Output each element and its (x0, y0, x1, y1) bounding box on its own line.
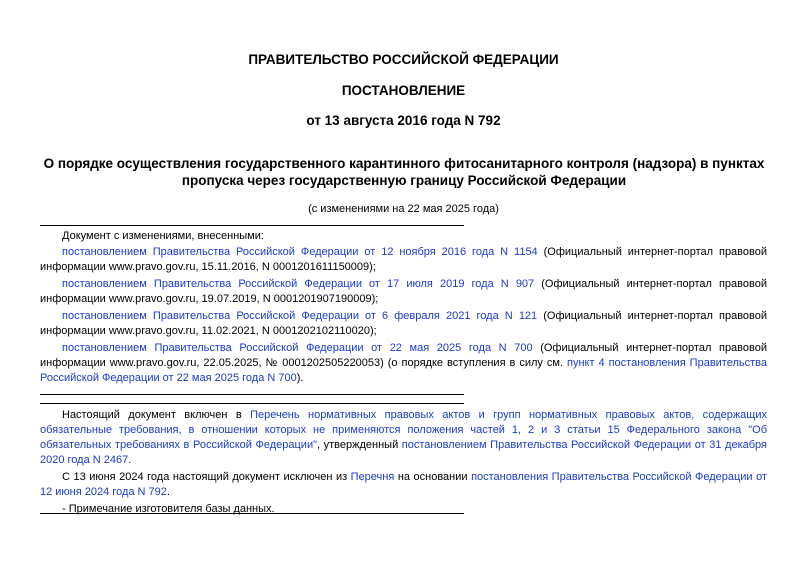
government-heading: ПРАВИТЕЛЬСТВО РОССИЙСКОЙ ФЕДЕРАЦИИ (248, 52, 559, 67)
changes-block (40, 229, 767, 388)
change-item: постановлением Правительства Российской Федерации от 6 февраля 2021 года N 121 (Официальный интернет-портал правовой информации www.pravo.gov.ru, 11.02.2021, N 0001202102110020); (40, 310, 768, 337)
list-short-link[interactable]: Перечня (350, 471, 395, 483)
doc-type-heading: ПОСТАНОВЛЕНИЕ (341, 83, 466, 98)
exclusion-note: С 13 июня 2024 года настоящий документ исключен из Перечня на основании постановления Правительства Российской Федерации от 12 июня 2024 года N 792. (40, 471, 768, 498)
change-item: постановлением Правительства Российской Федерации от 12 ноября 2016 года N 1154 (Официальный интернет-портал правовой информации www.pravo.gov.ru, 15.11.2016, N 0001201611150009); (40, 246, 767, 273)
change-link[interactable]: постановлением Правительства Российской Федерации от 12 ноября 2016 года N 1154 (62, 246, 538, 258)
change-link[interactable]: постановлением Правительства Российской Федерации от 22 мая 2025 года N 700 (62, 342, 533, 354)
divider-bottom (40, 513, 464, 514)
date-number-heading: от 13 августа 2016 года N 792 (306, 113, 501, 128)
db-maker-note: - Примечание изготовителя базы данных. (62, 503, 275, 515)
inclusion-note: Настоящий документ включен в Перечень нормативных правовых актов и групп нормативных правовых актов, содержащих обязательные требования, в отношении которых не применяются положения частей 1, 2 и 3 статьи 15 Федерального закона "Об обязательных требованиях в Российской Федерации", утвержденный постановлением Правительства Российской Федерации от 31 декабря 2020 года N 2467. (40, 409, 767, 466)
change-item: постановлением Правительства Российской Федерации от 17 июля 2019 года N 907 (Официальный интернет-портал правовой информации www.pravo.gov.ru, 19.07.2019, N 0001201907190009); (40, 278, 767, 305)
notes-block (40, 408, 767, 519)
edition-note: (с изменениями на 22 мая 2025 года) (308, 203, 499, 215)
document-title: О порядке осуществления государственного карантинного фитосанитарного контроля (надзора) в пунктах пропуска через государственную границу Российской Федерации (43, 156, 765, 188)
divider-middle-1 (40, 394, 464, 395)
changes-intro: Документ с изменениями, внесенными: (62, 230, 264, 242)
divider-middle-2 (40, 403, 464, 404)
resolution-792-link[interactable]: постановления Правительства Российской Федерации от 12 июня 2024 года N 792 (40, 471, 768, 498)
list-link[interactable]: Перечень нормативных правовых актов и групп нормативных правовых актов, содержащих обязательные требования, в отношении которых не применяются положения частей 1, 2 и 3 статьи 15 Федерального закона "Об обязательных требованиях в Российской Федерации" (40, 409, 767, 451)
change-item: постановлением Правительства Российской Федерации от 22 мая 2025 года N 700 (Официальный интернет-портал правовой информации www.pravo.gov.ru, 22.05.2025, № 0001202505220053) (о порядке вступления в силу см. пункт 4 постановления Правительства Российской Федерации от 22 мая 2025 года N 700). (40, 342, 767, 384)
divider-top (40, 225, 464, 226)
change-link[interactable]: постановлением Правительства Российской Федерации от 17 июля 2019 года N 907 (62, 278, 535, 290)
change-link[interactable]: постановлением Правительства Российской Федерации от 6 февраля 2021 года N 121 (62, 310, 538, 322)
resolution-2467-link[interactable]: постановлением Правительства Российской Федерации от 31 декабря 2020 года N 2467 (40, 439, 767, 466)
entry-into-force-link[interactable]: пункт 4 постановления Правительства Российской Федерации от 22 мая 2025 года N 700 (40, 357, 767, 384)
